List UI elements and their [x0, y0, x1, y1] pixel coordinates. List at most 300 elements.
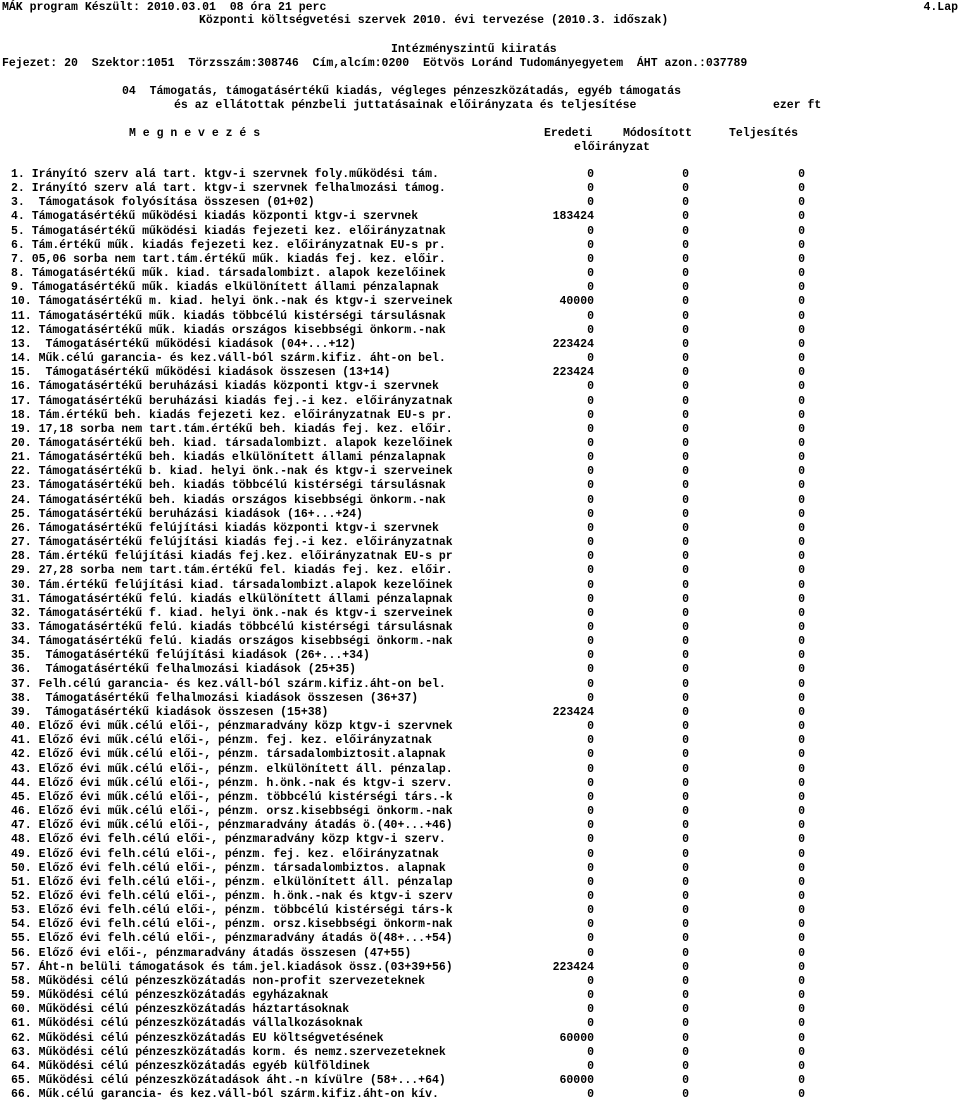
- value-actual: 0: [798, 989, 805, 1003]
- table-row: [0, 508, 960, 522]
- row-label: 63. Működési célú pénzeszközátadás korm. és nemz.szervezeteknek: [11, 1045, 446, 1059]
- table-row: [0, 918, 960, 932]
- value-original: 0: [587, 677, 594, 691]
- value-actual: 0: [798, 1088, 805, 1102]
- row-label: 38. Támogatásértékű felhalmozási kiadások összesen (36+37): [11, 691, 419, 705]
- value-modified: 0: [682, 252, 689, 266]
- value-actual: 0: [798, 861, 805, 875]
- value-modified: 0: [682, 352, 689, 366]
- value-original: 0: [587, 451, 594, 465]
- table-row: [0, 239, 960, 253]
- table-row: [0, 225, 960, 239]
- row-label: 54. Előző évi felh.célú elői-, pénzm. orsz.kisebbségi önkorm-nak: [11, 918, 453, 932]
- table-row: [0, 536, 960, 550]
- row-label: 49. Előző évi felh.célú elői-, pénzm. fej. kez. előirányzatnak: [11, 847, 439, 861]
- value-modified: 0: [682, 1017, 689, 1031]
- value-modified: 0: [682, 960, 689, 974]
- value-actual: 0: [798, 196, 805, 210]
- value-original: 223424: [552, 705, 594, 719]
- value-modified: 0: [682, 309, 689, 323]
- value-actual: 0: [798, 281, 805, 295]
- value-original: 0: [587, 1088, 594, 1102]
- value-modified: 0: [682, 493, 689, 507]
- table-row: [0, 748, 960, 762]
- table-row: [0, 833, 960, 847]
- row-label: 4. Támogatásértékű működési kiadás központi ktgv-i szervnek: [11, 210, 419, 224]
- value-original: 0: [587, 904, 594, 918]
- value-original: 0: [587, 309, 594, 323]
- value-original: 0: [587, 762, 594, 776]
- table-row: [0, 1074, 960, 1088]
- value-modified: 0: [682, 606, 689, 620]
- value-actual: 0: [798, 465, 805, 479]
- row-label: 59. Működési célú pénzeszközátadás egyházaknak: [11, 989, 329, 1003]
- value-original: 0: [587, 691, 594, 705]
- value-modified: 0: [682, 621, 689, 634]
- row-label: 11. Támogatásértékű műk. kiadás többcélú kistérségi társulásnak: [11, 309, 446, 323]
- table-row: [0, 395, 960, 409]
- value-actual: 0: [798, 847, 805, 861]
- value-original: 0: [587, 422, 594, 436]
- row-label: 58. Működési célú pénzeszközátadás non-profit szervezeteknek: [11, 974, 426, 988]
- value-modified: 0: [682, 904, 689, 918]
- row-label: 2. Irányító szerv alá tart. ktgv-i szervnek felhalmozási támog.: [11, 182, 446, 196]
- value-modified: 0: [682, 847, 689, 861]
- value-original: 223424: [552, 960, 594, 974]
- section-title-line1: 04 Támogatás, támogatásértékű kiadás, végleges pénzeszközátadás, egyéb támogatás: [122, 85, 681, 98]
- value-original: 0: [587, 861, 594, 875]
- value-original: 223424: [552, 366, 594, 380]
- value-modified: 0: [682, 946, 689, 960]
- value-original: 0: [587, 521, 594, 535]
- value-modified: 0: [682, 776, 689, 790]
- row-label: 47. Előző évi műk.célú elői-, pénzmaradvány átadás ö.(40+...+46): [11, 819, 453, 833]
- row-label: 22. Támogatásértékű b. kiad. helyi önk.-nak és ktgv-i szerveinek: [11, 465, 453, 479]
- table-row: [0, 848, 960, 862]
- value-actual: 0: [798, 1031, 805, 1045]
- value-actual: 0: [798, 352, 805, 366]
- value-actual: 0: [798, 748, 805, 762]
- table-row: [0, 621, 960, 635]
- value-actual: 0: [798, 295, 805, 309]
- value-original: 0: [587, 606, 594, 620]
- table-row: [0, 862, 960, 876]
- value-modified: 0: [682, 833, 689, 847]
- value-original: 0: [587, 621, 594, 634]
- value-original: 0: [587, 352, 594, 366]
- value-modified: 0: [682, 932, 689, 946]
- value-modified: 0: [682, 1031, 689, 1045]
- value-original: 0: [587, 281, 594, 295]
- table-row: [0, 465, 960, 479]
- table-row: [0, 593, 960, 607]
- value-original: 0: [587, 989, 594, 1003]
- value-modified: 0: [682, 366, 689, 380]
- value-actual: 0: [798, 960, 805, 974]
- value-modified: 0: [682, 422, 689, 436]
- value-original: 0: [587, 663, 594, 677]
- value-modified: 0: [682, 380, 689, 394]
- value-modified: 0: [682, 451, 689, 465]
- value-actual: 0: [798, 918, 805, 932]
- value-original: 0: [587, 578, 594, 592]
- value-actual: 0: [798, 238, 805, 252]
- value-actual: 0: [798, 1003, 805, 1017]
- value-actual: 0: [798, 182, 805, 196]
- value-actual: 0: [798, 521, 805, 535]
- table-row: [0, 635, 960, 649]
- value-actual: 0: [798, 1074, 805, 1087]
- table-row: [0, 1046, 960, 1060]
- table-row: [0, 720, 960, 734]
- section-title-line2: és az ellátottak pénzbeli juttatásainak előirányzata és teljesítése: [174, 99, 637, 112]
- value-actual: 0: [798, 946, 805, 960]
- value-modified: 0: [682, 182, 689, 196]
- value-original: 0: [587, 790, 594, 804]
- row-label: 36. Támogatásértékű felhalmozási kiadások (25+35): [11, 663, 357, 677]
- table-row: [0, 210, 960, 224]
- value-modified: 0: [682, 1059, 689, 1073]
- row-label: 24. Támogatásértékű beh. kiadás országos kisebbségi önkorm.-nak: [11, 493, 446, 507]
- value-modified: 0: [682, 394, 689, 408]
- value-actual: 0: [798, 422, 805, 436]
- value-modified: 0: [682, 677, 689, 691]
- value-actual: 0: [798, 974, 805, 988]
- value-actual: 0: [798, 805, 805, 819]
- row-label: 27. Támogatásértékű felújítási kiadás fej.-i kez. előirányzatnak: [11, 536, 453, 550]
- table-row: [0, 1088, 960, 1102]
- value-actual: 0: [798, 904, 805, 918]
- value-modified: 0: [682, 536, 689, 550]
- value-modified: 0: [682, 720, 689, 734]
- value-actual: 0: [798, 224, 805, 238]
- value-original: 60000: [559, 1031, 594, 1045]
- table-row: [0, 479, 960, 493]
- row-label: 13. Támogatásértékű működési kiadások (04+...+12): [11, 337, 357, 351]
- table-row: [0, 182, 960, 196]
- value-original: 0: [587, 889, 594, 903]
- value-actual: 0: [798, 578, 805, 592]
- value-modified: 0: [682, 168, 689, 181]
- value-actual: 0: [798, 762, 805, 776]
- value-actual: 0: [798, 875, 805, 889]
- value-modified: 0: [682, 295, 689, 309]
- table-row: [0, 324, 960, 338]
- value-modified: 0: [682, 196, 689, 210]
- value-actual: 0: [798, 507, 805, 521]
- row-label: 32. Támogatásértékű f. kiad. helyi önk.-nak és ktgv-i szerveinek: [11, 606, 453, 620]
- value-original: 0: [587, 833, 594, 847]
- row-label: 60. Működési célú pénzeszközátadás háztartásoknak: [11, 1003, 350, 1017]
- table-row: [0, 380, 960, 394]
- row-label: 5. Támogatásértékű működési kiadás fejezeti kez. előirányzatnak: [11, 224, 446, 238]
- table-row: [0, 253, 960, 267]
- value-original: 0: [587, 224, 594, 238]
- value-actual: 0: [798, 252, 805, 266]
- value-actual: 0: [798, 493, 805, 507]
- value-original: 0: [587, 734, 594, 748]
- value-original: 0: [587, 493, 594, 507]
- unit-label: ezer ft: [773, 99, 822, 112]
- row-label: 52. Előző évi felh.célú elői-, pénzm. h.önk.-nak és ktgv-i szerv: [11, 889, 453, 903]
- row-label: 43. Előző évi műk.célú elői-, pénzm. elkülönített áll. pénzalap.: [11, 762, 453, 776]
- value-original: 0: [587, 182, 594, 196]
- value-actual: 0: [798, 663, 805, 677]
- row-label: 33. Támogatásértékű felú. kiadás többcélú kistérségi társulásnak: [11, 621, 453, 634]
- row-label: 29. 27,28 sorba nem tart.tám.értékű fel. kiadás fej. kez. előir.: [11, 564, 453, 578]
- table-row: [0, 437, 960, 451]
- value-actual: 0: [798, 366, 805, 380]
- table-row: [0, 607, 960, 621]
- value-actual: 0: [798, 734, 805, 748]
- table-row: [0, 975, 960, 989]
- value-modified: 0: [682, 465, 689, 479]
- row-label: 41. Előző évi műk.célú elői-, pénzm. fej. kez. előirányzatnak: [11, 734, 432, 748]
- value-actual: 0: [798, 1045, 805, 1059]
- row-label: 31. Támogatásértékű felú. kiadás elkülönített állami pénzalapnak: [11, 592, 453, 606]
- report-type: Intézményszintű kiiratás: [391, 43, 557, 56]
- identification-line: Fejezet: 20 Szektor:1051 Törzsszám:308746 Cím,alcím:0200 Eötvös Loránd Tudományegyetem ÁHT azon.:037789: [2, 57, 748, 70]
- table-row: [0, 932, 960, 946]
- value-actual: 0: [798, 819, 805, 833]
- row-label: 65. Működési célú pénzeszközátadások áht.-n kívülre (58+...+64): [11, 1074, 446, 1087]
- row-label: 30. Tám.értékű felújítási kiad. társadalombizt.alapok kezelőinek: [11, 578, 453, 592]
- value-modified: 0: [682, 762, 689, 776]
- table-row: [0, 267, 960, 281]
- table-row: [0, 423, 960, 437]
- value-actual: 0: [798, 606, 805, 620]
- row-label: 66. Műk.célú garancia- és kez.váll-ból szárm.kifiz.áht-on kív.: [11, 1088, 439, 1102]
- value-actual: 0: [798, 436, 805, 450]
- value-original: 40000: [559, 295, 594, 309]
- row-label: 26. Támogatásértékű felújítási kiadás központi ktgv-i szervnek: [11, 521, 439, 535]
- row-label: 34. Támogatásértékű felú. kiadás országos kisebbségi önkorm.-nak: [11, 635, 453, 649]
- value-actual: 0: [798, 536, 805, 550]
- table-row: [0, 310, 960, 324]
- value-original: 0: [587, 649, 594, 663]
- table-row: [0, 763, 960, 777]
- value-actual: 0: [798, 833, 805, 847]
- table-row: [0, 338, 960, 352]
- row-label: 17. Támogatásértékű beruházási kiadás fej.-i kez. előirányzatnak: [11, 394, 453, 408]
- table-row: [0, 947, 960, 961]
- value-modified: 0: [682, 564, 689, 578]
- row-label: 56. Előző évi elői-, pénzmaradvány átadás összesen (47+55): [11, 946, 412, 960]
- value-actual: 0: [798, 621, 805, 634]
- value-original: 60000: [559, 1074, 594, 1087]
- row-label: 39. Támogatásértékű kiadások összesen (15+38): [11, 705, 329, 719]
- row-label: 19. 17,18 sorba nem tart.tám.értékű beh. kiadás fej. kez. előir.: [11, 422, 453, 436]
- column-header-name: M e g n e v e z é s: [129, 127, 261, 140]
- value-original: 0: [587, 1017, 594, 1031]
- value-original: 0: [587, 974, 594, 988]
- row-label: 1. Irányító szerv alá tart. ktgv-i szervnek foly.működési tám.: [11, 168, 439, 181]
- row-label: 61. Működési célú pénzeszközátadás vállalkozásoknak: [11, 1017, 363, 1031]
- value-original: 0: [587, 1003, 594, 1017]
- value-modified: 0: [682, 1074, 689, 1087]
- value-actual: 0: [798, 210, 805, 224]
- table-row: [0, 706, 960, 720]
- table-row: [0, 777, 960, 791]
- value-original: 0: [587, 436, 594, 450]
- table-row: [0, 819, 960, 833]
- value-original: 0: [587, 819, 594, 833]
- row-label: 8. Támogatásértékű műk. kiad. társadalombizt. alapok kezelőinek: [11, 267, 446, 281]
- value-actual: 0: [798, 691, 805, 705]
- row-label: 25. Támogatásértékű beruházási kiadások (16+...+24): [11, 507, 363, 521]
- row-label: 7. 05,06 sorba nem tart.tám.értékű műk. kiadás fej. kez. előir.: [11, 252, 446, 266]
- table-row: [0, 522, 960, 536]
- table-row: [0, 678, 960, 692]
- value-modified: 0: [682, 635, 689, 649]
- value-actual: 0: [798, 267, 805, 281]
- value-actual: 0: [798, 635, 805, 649]
- row-label: 21. Támogatásértékű beh. kiadás elkülönített állami pénzalapnak: [11, 451, 446, 465]
- row-label: 51. Előző évi felh.célú elői-, pénzm. elkülönített áll. pénzalap: [11, 875, 453, 889]
- value-modified: 0: [682, 1003, 689, 1017]
- table-row: [0, 494, 960, 508]
- table-row: [0, 649, 960, 663]
- value-original: 0: [587, 776, 594, 790]
- table-row: [0, 1017, 960, 1031]
- table-row: [0, 692, 960, 706]
- table-row: [0, 295, 960, 309]
- row-label: 12. Támogatásértékű műk. kiadás országos kisebbségi önkorm.-nak: [11, 323, 446, 337]
- header-left: MÁK program Készült: 2010.03.01 08 óra 21 perc: [2, 1, 327, 14]
- value-original: 0: [587, 168, 594, 181]
- value-original: 0: [587, 238, 594, 252]
- table-row: [0, 904, 960, 918]
- value-original: 0: [587, 946, 594, 960]
- value-original: 0: [587, 323, 594, 337]
- value-actual: 0: [798, 889, 805, 903]
- header-subtitle: Központi költségvetési szervek 2010. évi tervezése (2010.3. időszak): [199, 14, 669, 27]
- value-modified: 0: [682, 224, 689, 238]
- table-row: [0, 579, 960, 593]
- value-actual: 0: [798, 677, 805, 691]
- value-modified: 0: [682, 691, 689, 705]
- value-original: 0: [587, 196, 594, 210]
- table-row: [0, 805, 960, 819]
- value-modified: 0: [682, 479, 689, 493]
- value-actual: 0: [798, 550, 805, 564]
- table-row: [0, 196, 960, 210]
- value-modified: 0: [682, 989, 689, 1003]
- value-modified: 0: [682, 521, 689, 535]
- value-modified: 0: [682, 663, 689, 677]
- value-modified: 0: [682, 819, 689, 833]
- value-original: 183424: [552, 210, 594, 224]
- table-row: [0, 168, 960, 182]
- row-label: 44. Előző évi műk.célú elői-, pénzm. h.önk.-nak és ktgv-i szerv.: [11, 776, 453, 790]
- page-number: 4.Lap: [923, 1, 958, 14]
- row-label: 28. Tám.értékű felújítási kiadás fej.kez. előirányzatnak EU-s pr: [11, 550, 453, 564]
- row-label: 42. Előző évi műk.célú elői-, pénzm. társadalombiztosit.alapnak: [11, 748, 446, 762]
- value-actual: 0: [798, 776, 805, 790]
- table-row: [0, 451, 960, 465]
- row-label: 55. Előző évi felh.célú elői-, pénzmaradvány átadás ö(48+...+54): [11, 932, 453, 946]
- value-original: 0: [587, 465, 594, 479]
- value-modified: 0: [682, 267, 689, 281]
- table-row: [0, 550, 960, 564]
- value-modified: 0: [682, 408, 689, 422]
- value-modified: 0: [682, 748, 689, 762]
- table-row: [0, 890, 960, 904]
- value-original: 0: [587, 1045, 594, 1059]
- value-actual: 0: [798, 932, 805, 946]
- value-original: 0: [587, 875, 594, 889]
- table-row: [0, 1032, 960, 1046]
- value-actual: 0: [798, 168, 805, 181]
- value-modified: 0: [682, 875, 689, 889]
- row-label: 10. Támogatásértékű m. kiad. helyi önk.-nak és ktgv-i szerveinek: [11, 295, 453, 309]
- value-modified: 0: [682, 889, 689, 903]
- table-row: [0, 1060, 960, 1074]
- value-original: 0: [587, 550, 594, 564]
- value-modified: 0: [682, 550, 689, 564]
- value-original: 0: [587, 592, 594, 606]
- value-original: 0: [587, 635, 594, 649]
- row-label: 40. Előző évi műk.célú elői-, pénzmaradvány közp ktgv-i szervnek: [11, 720, 453, 734]
- row-label: 18. Tám.értékű beh. kiadás fejezeti kez. előirányzatnak EU-s pr.: [11, 408, 453, 422]
- value-modified: 0: [682, 918, 689, 932]
- row-label: 35. Támogatásértékű felújítási kiadások (26+...+34): [11, 649, 370, 663]
- value-original: 0: [587, 932, 594, 946]
- value-modified: 0: [682, 705, 689, 719]
- value-actual: 0: [798, 649, 805, 663]
- value-modified: 0: [682, 436, 689, 450]
- row-label: 20. Támogatásértékű beh. kiad. társadalombizt. alapok kezelőinek: [11, 436, 453, 450]
- row-label: 45. Előző évi műk.célú elői-, pénzm. többcélú kistérségi társ.-k: [11, 790, 453, 804]
- value-actual: 0: [798, 479, 805, 493]
- row-label: 6. Tám.értékű műk. kiadás fejezeti kez. előirányzatnak EU-s pr.: [11, 238, 446, 252]
- value-actual: 0: [798, 309, 805, 323]
- table-body: [0, 168, 960, 1102]
- column-header-original-line2: előirányzat: [574, 141, 650, 154]
- value-original: 0: [587, 479, 594, 493]
- value-modified: 0: [682, 1088, 689, 1102]
- value-original: 223424: [552, 337, 594, 351]
- value-actual: 0: [798, 337, 805, 351]
- value-original: 0: [587, 536, 594, 550]
- table-row: [0, 366, 960, 380]
- table-row: [0, 663, 960, 677]
- value-modified: 0: [682, 507, 689, 521]
- value-modified: 0: [682, 578, 689, 592]
- value-original: 0: [587, 252, 594, 266]
- value-modified: 0: [682, 1045, 689, 1059]
- value-modified: 0: [682, 337, 689, 351]
- column-header-modified: Módosított: [623, 127, 693, 140]
- row-label: 64. Működési célú pénzeszközátadás egyéb külföldinek: [11, 1059, 370, 1073]
- row-label: 14. Műk.célú garancia- és kez.váll-ból szárm.kifiz. áht-on bel.: [11, 352, 446, 366]
- value-actual: 0: [798, 705, 805, 719]
- value-modified: 0: [682, 323, 689, 337]
- value-original: 0: [587, 805, 594, 819]
- column-header-original: Eredeti: [544, 127, 593, 140]
- value-original: 0: [587, 394, 594, 408]
- value-actual: 0: [798, 451, 805, 465]
- table-row: [0, 281, 960, 295]
- row-label: 9. Támogatásértékű műk. kiadás elkülönített állami pénzalapnak: [11, 281, 439, 295]
- value-modified: 0: [682, 974, 689, 988]
- row-label: 53. Előző évi felh.célú elői-, pénzm. többcélú kistérségi társ-k: [11, 904, 453, 918]
- table-row: [0, 989, 960, 1003]
- row-label: 23. Támogatásértékű beh. kiadás többcélú kistérségi társulásnak: [11, 479, 446, 493]
- value-original: 0: [587, 748, 594, 762]
- value-original: 0: [587, 380, 594, 394]
- value-modified: 0: [682, 649, 689, 663]
